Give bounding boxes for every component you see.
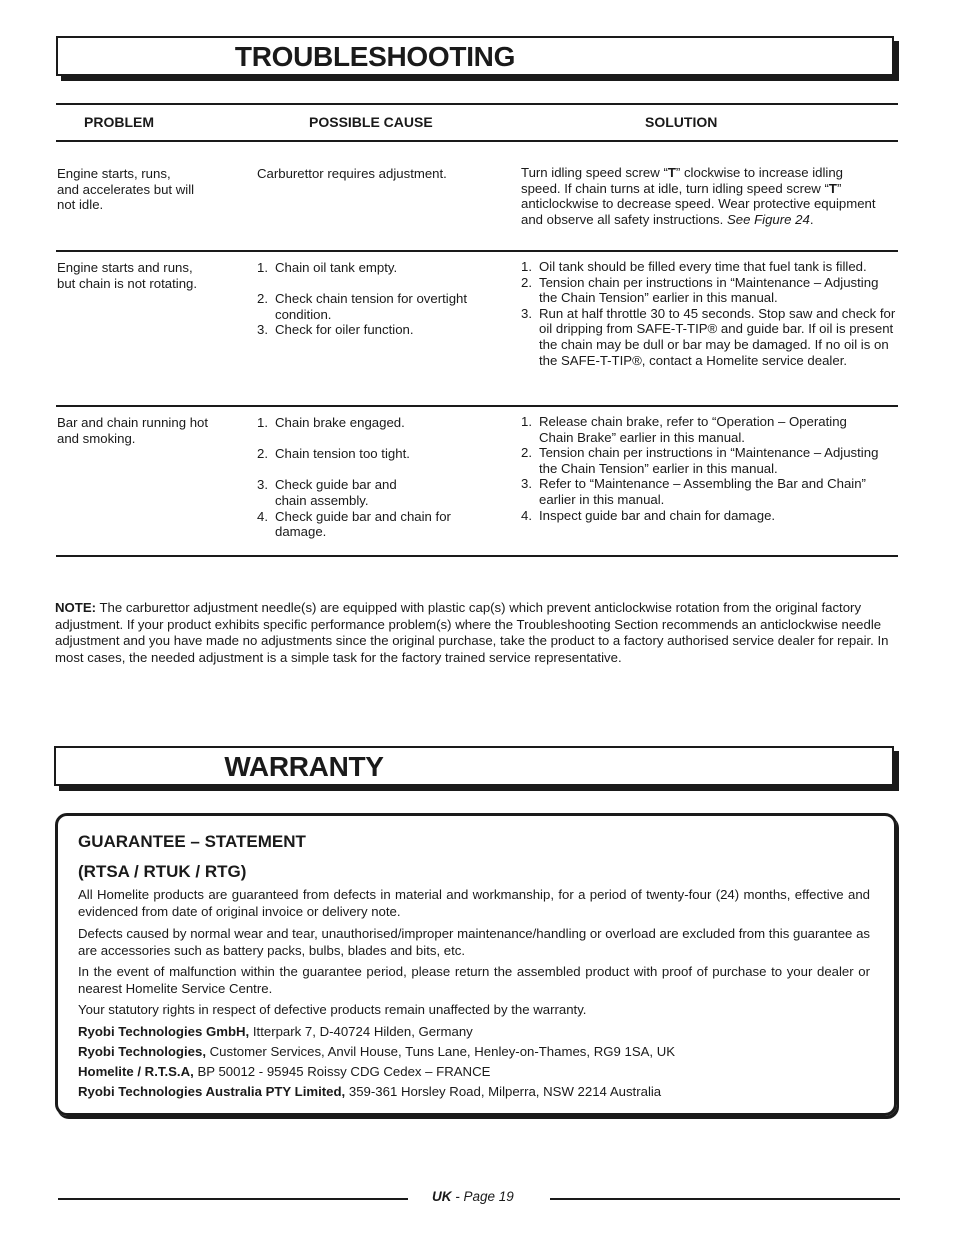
- list-item: [521, 445, 883, 476]
- item-number: 3.: [257, 477, 268, 493]
- item-text: Refer to “Maintenance – Assembling the Bar and Chain” earlier in this manual.: [539, 476, 866, 507]
- footer-rule-right: [550, 1198, 900, 1200]
- guarantee-paragraph: Your statutory rights in respect of defective products remain unaffected by the warranty.: [78, 1002, 587, 1017]
- row1-cause: Carburettor requires adjustment.: [257, 166, 447, 181]
- solution-text: ” clockwise to increase idling speed. If chain turns at idle, turn idling speed screw “: [521, 165, 844, 196]
- guarantee-paragraph: All Homelite products are guaranteed from defects in material and workmanship, for a period of twenty-four (24) months, effective and evidenced from date of original invoice or delivery note.: [78, 887, 870, 919]
- row2-solutions: [521, 259, 896, 368]
- row1-problem-line: not idle.: [57, 197, 104, 213]
- list-item: [257, 291, 497, 322]
- troubleshooting-title-box: [56, 36, 894, 76]
- guarantee-heading: GUARANTEE – STATEMENT: [78, 832, 306, 851]
- page-footer: [432, 1189, 514, 1204]
- row2-problem-line: Engine starts and runs,: [57, 260, 193, 275]
- item-number: 3.: [521, 305, 532, 321]
- item-text: Inspect guide bar and chain for damage.: [539, 507, 776, 523]
- table-top-rule: [56, 103, 898, 105]
- item-number: 1.: [521, 259, 532, 274]
- item-text: Tension chain per instructions in “Maintenance – Adjusting the Chain Tension” earlier in this manual.: [539, 445, 879, 476]
- list-item: [521, 275, 896, 306]
- item-text: Chain tension too tight.: [275, 446, 410, 462]
- footer-region: UK: [432, 1189, 452, 1204]
- company-address: 359-361 Horsley Road, Milperra, NSW 2214 Australia: [345, 1084, 662, 1099]
- item-number: 1.: [257, 415, 268, 430]
- footer-rule-left: [58, 1198, 408, 1200]
- note-text: The carburettor adjustment needle(s) are equipped with plastic cap(s) which prevent anticlockwise rotation from the original factory adjustment. If your product exhibits specific performance problem(s) where the Troubleshooting Section recommends an anticlockwise needle adjustment and you have made no adjustments since the original purchase, take the product to a factory authorised service dealer for repair. In most cases, the needed adjustment is a simple task for the factory trained service representative.: [55, 600, 889, 665]
- row1-problem-line: and accelerates but will: [57, 181, 195, 197]
- item-number: 2.: [521, 445, 532, 461]
- header-problem: PROBLEM: [84, 114, 154, 130]
- item-number: 3.: [521, 476, 532, 492]
- troubleshooting-title: TROUBLESHOOTING: [234, 41, 516, 72]
- guarantee-paragraph: In the event of malfunction within the guarantee period, please return the assembled product with proof of purchase to your dealer or nearest Homelite Service Centre.: [78, 964, 870, 996]
- item-number: 2.: [257, 291, 268, 307]
- item-text: Run at half throttle 30 to 45 seconds. Stop saw and check for oil dripping from SAFE-T-TIP® and guide bar. If oil is present the chain may be dull or bar may be damaged. If no oil is on the SAFE-T-TIP®, contact a Homelite service dealer.: [539, 305, 896, 368]
- screw-letter: T: [667, 165, 676, 180]
- row1-problem-line: Engine starts, runs,: [57, 166, 171, 181]
- item-number: 4.: [521, 507, 532, 523]
- row3-solutions: [521, 414, 883, 523]
- company-address: Itterpark 7, D-40724 Hilden, Germany: [249, 1024, 473, 1039]
- list-item: [257, 509, 467, 540]
- item-text: Release chain brake, refer to “Operation – Operating Chain Brake” earlier in this manual.: [539, 414, 847, 445]
- item-text: Chain brake engaged.: [275, 415, 405, 430]
- item-number: 3.: [257, 322, 268, 338]
- list-item: [257, 415, 467, 431]
- list-item: [257, 322, 497, 338]
- company-name: Ryobi Technologies GmbH,: [78, 1024, 250, 1039]
- address-line: [78, 1084, 661, 1100]
- address-line: [78, 1044, 675, 1060]
- item-text: Check guide bar and chain for damage.: [275, 508, 451, 540]
- table-bottom-rule: [56, 555, 898, 557]
- row3-causes: [257, 415, 467, 540]
- item-text: Check for oiler function.: [275, 322, 414, 338]
- item-number: 4.: [257, 508, 268, 524]
- header-possible-cause: POSSIBLE CAUSE: [309, 114, 433, 130]
- item-number: 1.: [257, 260, 268, 275]
- list-item: [521, 259, 896, 275]
- item-text: Check chain tension for overtight condition.: [275, 291, 468, 322]
- solution-text: .: [809, 211, 814, 227]
- list-item: [521, 306, 896, 368]
- row3-problem-line: Bar and chain running hot: [57, 415, 209, 430]
- figure-reference: See Figure 24: [726, 211, 810, 227]
- guarantee-subheading: (RTSA / RTUK / RTG): [78, 862, 247, 881]
- list-item: [521, 414, 883, 445]
- company-name: Homelite / R.T.S.A,: [78, 1064, 194, 1079]
- address-line: [78, 1024, 473, 1040]
- spacer: [257, 431, 467, 447]
- row2-problem-line: but chain is not rotating.: [57, 275, 198, 291]
- item-number: 1.: [521, 414, 532, 429]
- row1-problem: [57, 166, 242, 213]
- row1-solution: [521, 165, 886, 227]
- header-solution: SOLUTION: [645, 114, 718, 130]
- list-item: [257, 446, 467, 462]
- row2-causes: [257, 260, 497, 338]
- spacer: [257, 462, 467, 478]
- row3-problem: [57, 415, 242, 446]
- carburettor-note: [55, 600, 903, 666]
- page-number: Page 19: [463, 1189, 514, 1204]
- note-label: NOTE:: [55, 600, 97, 615]
- item-number: 2.: [521, 274, 532, 290]
- list-item: [521, 476, 883, 507]
- item-text: Oil tank should be filled every time that fuel tank is filled.: [539, 259, 867, 274]
- list-item: [521, 508, 883, 524]
- list-item: [257, 477, 425, 508]
- header-rule: [56, 140, 898, 142]
- screw-letter: T: [828, 180, 837, 196]
- item-number: 2.: [257, 446, 268, 462]
- row-rule: [56, 405, 898, 407]
- item-text: Tension chain per instructions in “Maintenance – Adjusting the Chain Tension” earlier in this manual.: [539, 274, 879, 306]
- row3-problem-line: and smoking.: [57, 430, 136, 446]
- solution-text: ” anticlockwise to decrease speed. Wear protective equipment and observe all safety instructions.: [521, 180, 876, 227]
- row-rule: [56, 250, 898, 252]
- warranty-title-box: [54, 746, 894, 786]
- row2-problem: [57, 260, 242, 291]
- guarantee-paragraph: Defects caused by normal wear and tear, unauthorised/improper maintenance/handling or overload are excluded from this guarantee as are accessories such as battery packs, bulbs, blades and bits, etc.: [78, 926, 870, 958]
- item-text: Check guide bar and chain assembly.: [275, 477, 397, 508]
- spacer: [257, 276, 497, 292]
- footer-separator: -: [451, 1189, 464, 1204]
- list-item: [257, 260, 497, 276]
- company-address: Customer Services, Anvil House, Tuns Lane, Henley-on-Thames, RG9 1SA, UK: [205, 1044, 676, 1059]
- solution-text: Turn idling speed screw “: [521, 165, 668, 180]
- guarantee-box: [55, 813, 897, 1116]
- item-text: Chain oil tank empty.: [275, 260, 398, 275]
- company-name: Ryobi Technologies Australia PTY Limited,: [78, 1084, 346, 1099]
- company-address: BP 50012 - 95945 Roissy CDG Cedex – FRANCE: [193, 1064, 491, 1079]
- address-line: [78, 1064, 490, 1080]
- company-name: Ryobi Technologies,: [78, 1044, 206, 1059]
- warranty-title: WARRANTY: [224, 751, 384, 782]
